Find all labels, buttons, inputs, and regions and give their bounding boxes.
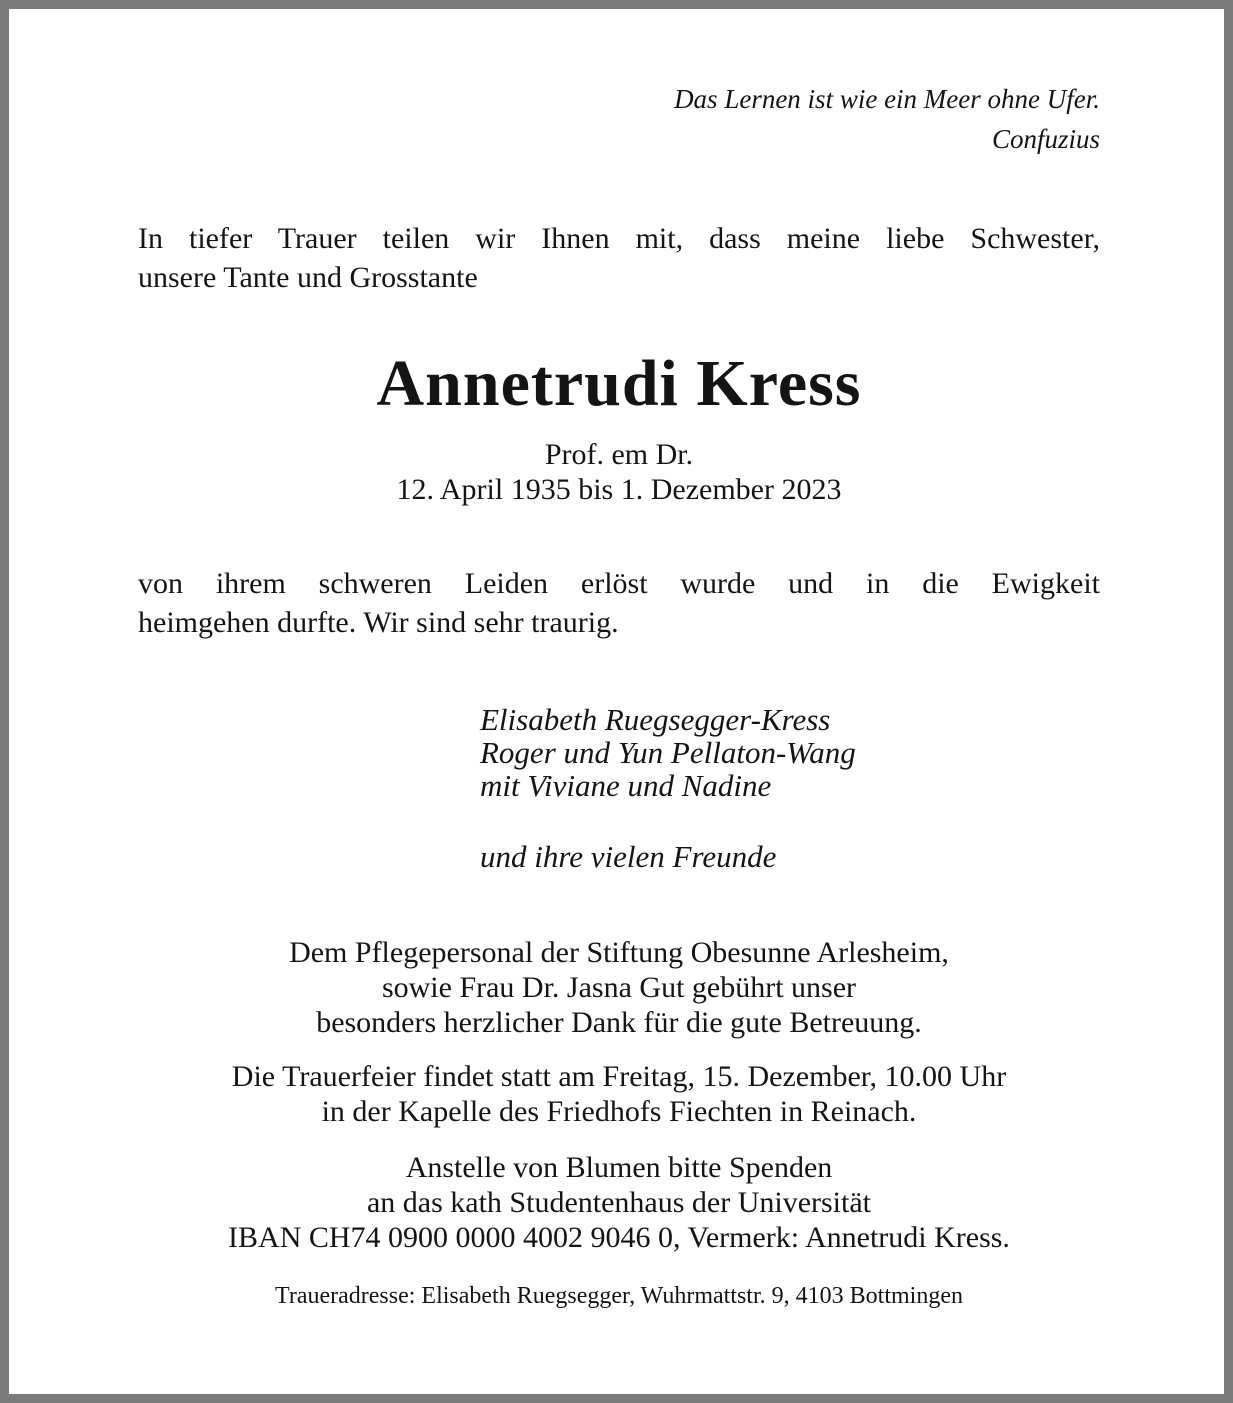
- obituary-content: [9, 79, 1224, 1310]
- mourning-address: Traueradresse: Elisabeth Ruegsegger, Wuhrmattstr. 9, 4103 Bottmingen: [275, 1283, 963, 1309]
- thanks-line: Dem Pflegepersonal der Stiftung Obesunne Arlesheim,: [289, 936, 949, 969]
- message-line: heimgehen durfte. Wir sind sehr traurig.: [138, 606, 619, 639]
- donations-line: Anstelle von Blumen bitte Spenden: [405, 1151, 833, 1184]
- epigraph-attribution: Confuzius: [991, 124, 1100, 154]
- message-line: von ihrem schweren Leiden erlöst wurde und in die Ewigkeit: [138, 567, 1100, 600]
- message-paragraph: [138, 564, 1100, 642]
- mourners-friends: und ihre vielen Freunde: [480, 839, 777, 874]
- thanks-line: besonders herzlicher Dank für die gute Betreuung.: [316, 1006, 922, 1039]
- service-line: in der Kapelle des Friedhofs Fiechten in Reinach.: [321, 1095, 917, 1128]
- deceased-name: Annetrudi Kress: [376, 347, 862, 420]
- mourners-list: [138, 703, 1100, 873]
- intro-paragraph: [138, 219, 1100, 297]
- intro-line: In tiefer Trauer teilen wir Ihnen mit, dass meine liebe Schwester,: [138, 222, 1100, 255]
- epigraph-quote: Das Lernen ist wie ein Meer ohne Ufer.: [674, 84, 1100, 114]
- donations-line: an das kath Studentenhaus der Universität: [366, 1186, 872, 1219]
- thanks-paragraph: [138, 935, 1100, 1040]
- service-line: Die Trauerfeier findet statt am Freitag, 15. Dezember, 10.00 Uhr: [231, 1060, 1007, 1093]
- thanks-line: sowie Frau Dr. Jasna Gut gebührt unser: [381, 971, 857, 1004]
- funeral-service-info: [138, 1059, 1100, 1129]
- deceased-academic-title: Prof. em Dr.: [544, 438, 694, 471]
- donations-line: IBAN CH74 0900 0000 4002 9046 0, Vermerk: Annetrudi Kress.: [228, 1221, 1010, 1254]
- deceased-life-dates: 12. April 1935 bis 1. Dezember 2023: [396, 473, 842, 506]
- mourner-name: Roger und Yun Pellaton-Wang: [480, 735, 856, 770]
- epigraph: [138, 79, 1100, 159]
- mourner-name: mit Viviane und Nadine: [480, 768, 772, 803]
- donations-info: [138, 1150, 1100, 1255]
- intro-line: unsere Tante und Grosstante: [138, 261, 478, 294]
- mourner-name: Elisabeth Ruegsegger-Kress: [480, 702, 831, 737]
